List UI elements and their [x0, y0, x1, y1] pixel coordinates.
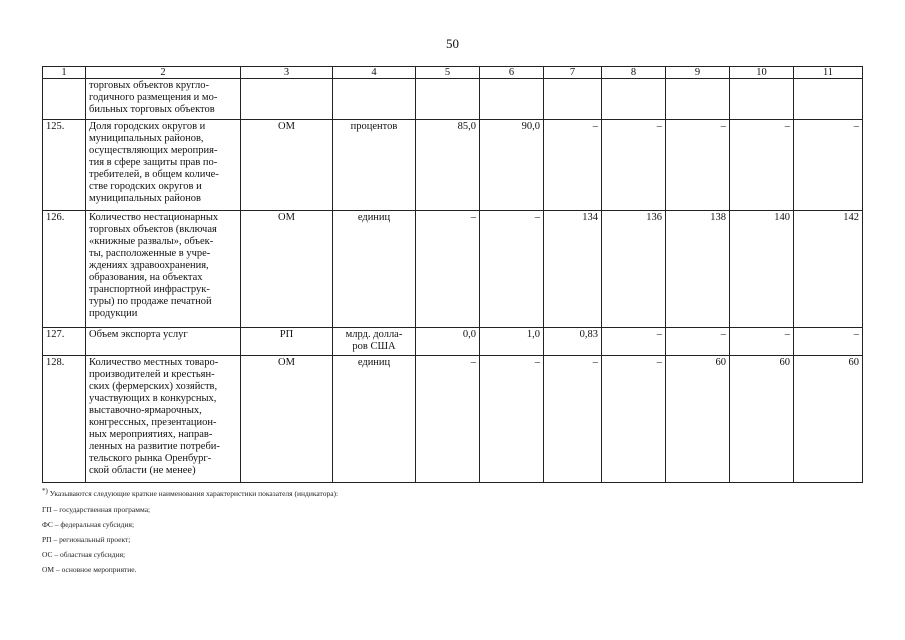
indicator-unit: процентов: [333, 120, 416, 211]
value-cell: 1,0: [480, 328, 544, 356]
indicator-source: ОМ: [241, 211, 333, 328]
col-header: 7: [544, 67, 602, 79]
value-cell: 142: [794, 211, 863, 328]
col-header: 4: [333, 67, 416, 79]
indicator-unit: единиц: [333, 356, 416, 483]
value-cell: 60: [666, 356, 730, 483]
footnote-intro: [42, 486, 882, 502]
indicators-table: [42, 66, 863, 483]
footnote-item: РП – региональный проект;: [42, 535, 131, 544]
value-cell: 0,0: [416, 328, 480, 356]
indicator-name: Объем экспорта услуг: [86, 328, 241, 356]
table-row: [43, 328, 863, 356]
value-cell: –: [666, 328, 730, 356]
footnote-item: ГП – государственная программа;: [42, 505, 151, 514]
value-cell: –: [416, 356, 480, 483]
value-cell: 140: [730, 211, 794, 328]
indicator-name: Количество нестационарных торговых объектов (включая «книжные развалы», объек- ты, расположенные в учре- ждениях здравоохранения, образования, на объектах транспортной инфраструк- туры) по продаже печатной продукции: [86, 211, 241, 328]
value-cell: –: [666, 120, 730, 211]
footnote-item: ОМ – основное мероприятие.: [42, 565, 137, 574]
col-header: 9: [666, 67, 730, 79]
col-header: 5: [416, 67, 480, 79]
value-cell: –: [602, 328, 666, 356]
row-number: 127.: [43, 328, 86, 356]
indicator-name: торговых объектов кругло- годичного размещения и мо- бильных торговых объектов: [86, 79, 241, 120]
indicator-name: Количество местных товаро- производителей и крестьян- ских (фермерских) хозяйств, участвующих в конкурсных, выставочно-ярмарочных, конгрессных, презентацион- ных мероприятиях, направ- ленных на развитие потреби- тельского рынка Оренбург- ской области (не менее): [86, 356, 241, 483]
footnote-marker: *): [42, 487, 48, 495]
value-cell: 138: [666, 211, 730, 328]
col-header: 11: [794, 67, 863, 79]
indicator-source: ОМ: [241, 356, 333, 483]
table-row-continuation: [43, 79, 863, 120]
column-number-row: [43, 67, 863, 79]
value-cell: –: [544, 356, 602, 483]
value-cell: 85,0: [416, 120, 480, 211]
footnote: [42, 486, 882, 577]
table-row: [43, 120, 863, 211]
value-cell: 90,0: [480, 120, 544, 211]
value-cell: –: [544, 120, 602, 211]
table-row: [43, 356, 863, 483]
row-number: 125.: [43, 120, 86, 211]
row-number: 126.: [43, 211, 86, 328]
value-cell: 60: [730, 356, 794, 483]
indicator-name: Доля городских округов и муниципальных районов, осуществляющих мероприя- тия в сфере защиты прав по- требителей, в общем количе- стве городских округов и муниципальных районов: [86, 120, 241, 211]
value-cell: –: [602, 120, 666, 211]
value-cell: –: [794, 328, 863, 356]
value-cell: 60: [794, 356, 863, 483]
indicator-source: РП: [241, 328, 333, 356]
footnote-intro-text: Указываются следующие краткие наименования характеристики показателя (индикатора):: [49, 489, 339, 498]
value-cell: –: [602, 356, 666, 483]
value-cell: 136: [602, 211, 666, 328]
col-header: 3: [241, 67, 333, 79]
col-header: 2: [86, 67, 241, 79]
value-cell: –: [794, 120, 863, 211]
page-number: 50: [446, 36, 459, 51]
value-cell: 134: [544, 211, 602, 328]
value-cell: –: [480, 211, 544, 328]
row-number: 128.: [43, 356, 86, 483]
col-header: 8: [602, 67, 666, 79]
col-header: 10: [730, 67, 794, 79]
table-row: [43, 211, 863, 328]
value-cell: –: [730, 120, 794, 211]
indicator-unit: млрд. долла- ров США: [333, 328, 416, 356]
footnote-item: ОС – областная субсидия;: [42, 550, 126, 559]
col-header: 1: [43, 67, 86, 79]
indicator-unit: единиц: [333, 211, 416, 328]
value-cell: –: [730, 328, 794, 356]
indicator-source: ОМ: [241, 120, 333, 211]
value-cell: –: [416, 211, 480, 328]
col-header: 6: [480, 67, 544, 79]
value-cell: –: [480, 356, 544, 483]
footnote-item: ФС – федеральная субсидия;: [42, 520, 135, 529]
value-cell: 0,83: [544, 328, 602, 356]
